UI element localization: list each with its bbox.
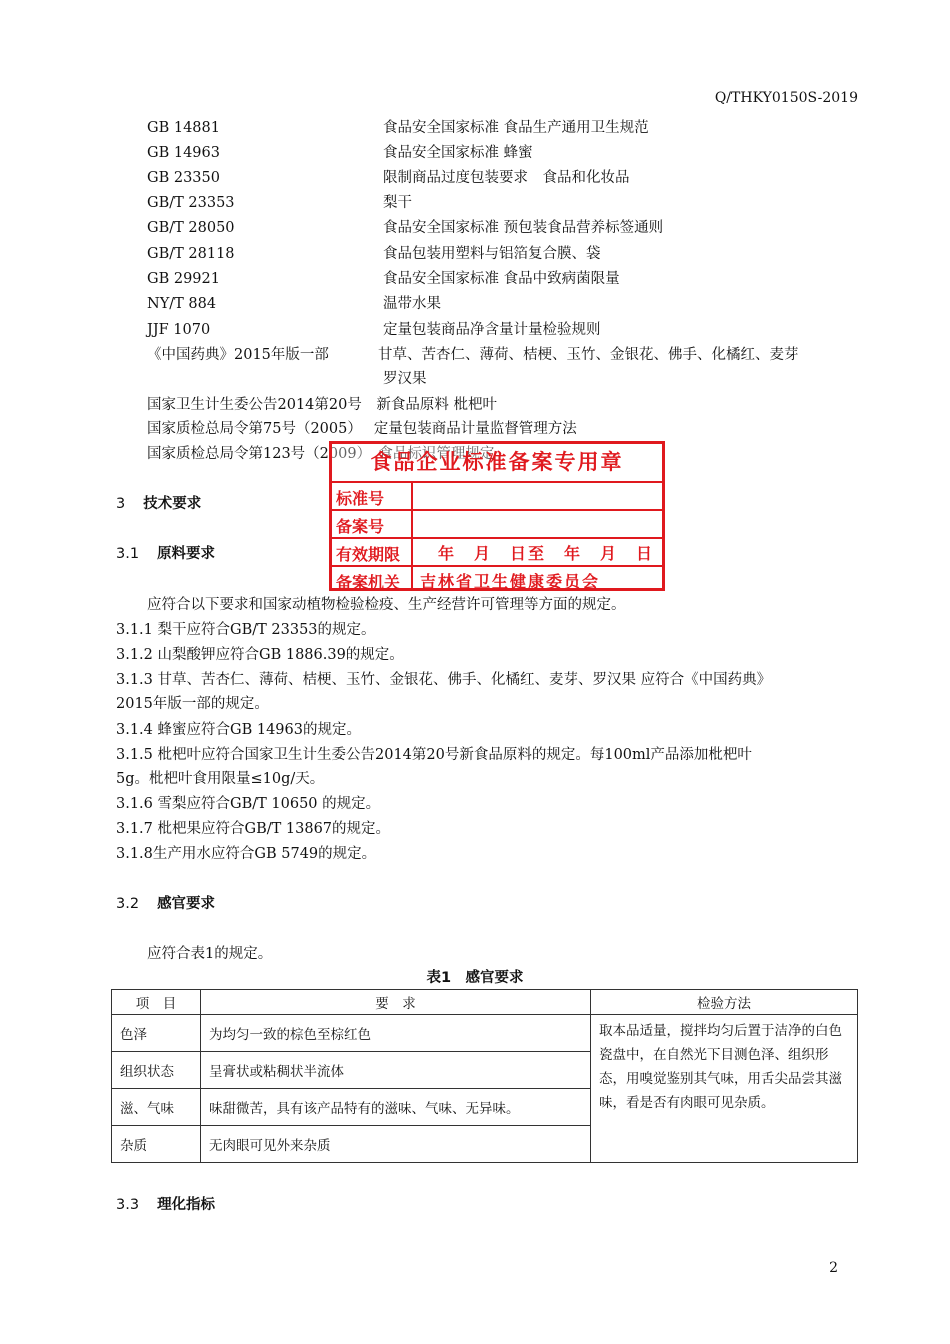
clause: 3.1.7 枇杷果应符合GB/T 13867的规定。: [116, 821, 391, 837]
item-cell: 杂质: [112, 1126, 201, 1163]
method-cell: 取本品适量，搅拌均匀后置于洁净的白色瓷盘中，在自然光下目测色泽、组织形态，用嗅觉鉴别其气味，用舌尖品尝其滋味，看是否有肉眼可见杂质。: [591, 1015, 858, 1163]
ref-name: 食品安全国家标准 食品生产通用卫生规范: [383, 120, 649, 136]
ref-name: 定量包装商品净含量计量检验规则: [383, 322, 601, 338]
section-title: 感官要求: [157, 896, 216, 912]
ref-name: 食品安全国家标准 预包装食品营养标签通则: [383, 220, 664, 236]
section-heading: [116, 546, 215, 563]
stamp-divider: [411, 483, 413, 509]
section-title: 技术要求: [143, 496, 202, 512]
ref-name: 食品安全国家标准 食品中致病菌限量: [383, 271, 620, 287]
section-heading: [116, 1197, 215, 1214]
requirement-cell: 味甜微苦，具有该产品特有的滋味、气味、无异味。: [201, 1089, 591, 1126]
stamp-divider: [411, 567, 413, 591]
stamp-row: [332, 481, 662, 509]
section-heading: [116, 496, 201, 513]
ref-name: 限制商品过度包装要求 食品和化妆品: [383, 170, 630, 186]
ref-code: GB 14963: [147, 145, 220, 161]
stamp-label: 备案机关: [336, 573, 401, 592]
section-number: 3.1: [116, 546, 140, 562]
ref-name: 食品包装用塑料与铝箔复合膜、袋: [383, 246, 601, 262]
ref-code: GB/T 23353: [147, 195, 235, 211]
requirement-cell: 无肉眼可见外来杂质: [201, 1126, 591, 1163]
document-code: Q/THKY0150S-2019: [714, 90, 858, 106]
stamp-label: 标准号: [336, 489, 385, 508]
ref-name-continued: 罗汉果: [383, 371, 427, 387]
ref-code: 《中国药典》2015年版一部: [147, 347, 329, 363]
section-title: 原料要求: [157, 546, 216, 562]
stamp-label: 备案号: [336, 517, 385, 536]
ref-extra: 国家卫生计生委公告2014第20号 新食品原料 枇杷叶: [147, 397, 497, 413]
clause: 3.1.2 山梨酸钾应符合GB 1886.39的规定。: [116, 647, 404, 663]
section-title: 理化指标: [157, 1197, 216, 1213]
clause: 3.1.4 蜂蜜应符合GB 14963的规定。: [116, 722, 361, 738]
clause: 3.1.8生产用水应符合GB 5749的规定。: [116, 846, 377, 862]
item-cell: 色泽: [112, 1015, 201, 1052]
paragraph: 应符合表1的规定。: [147, 946, 273, 962]
ref-code: GB 23350: [147, 170, 220, 186]
clause-continued: 5g。枇杷叶食用限量≤10g/天。: [116, 771, 325, 787]
table-caption: 表1 感官要求: [426, 970, 524, 986]
ref-extra: 国家质检总局令第123号（2009） 食品标识管理规定: [147, 446, 495, 462]
table-header-row: [112, 990, 858, 1015]
section-number: 3.3: [116, 1197, 140, 1213]
table-header-cell: 项 目: [112, 990, 201, 1015]
stamp-label: 有效期限: [336, 545, 401, 564]
ref-code: GB/T 28118: [147, 246, 235, 262]
clause: 3.1.1 梨干应符合GB/T 23353的规定。: [116, 622, 376, 638]
stamp-title: 食品企业标准备案专用章: [370, 450, 624, 474]
section-number: 3: [116, 496, 126, 512]
paragraph: 应符合以下要求和国家动植物检验检疫、生产经营许可管理等方面的规定。: [147, 597, 626, 613]
stamp-row: [332, 537, 662, 565]
requirement-cell: 为均匀一致的棕色至棕红色: [201, 1015, 591, 1052]
requirement-cell: 呈膏状或粘稠状半流体: [201, 1052, 591, 1089]
filing-stamp: [329, 441, 665, 591]
item-cell: 组织状态: [112, 1052, 201, 1089]
ref-code: JJF 1070: [147, 322, 211, 338]
stamp-value: 年 月 日至 年 月 日: [420, 544, 655, 563]
ref-code: GB 29921: [147, 271, 220, 287]
table-header-cell: 要 求: [201, 990, 591, 1015]
section-heading: [116, 896, 215, 913]
ref-code: GB 14881: [147, 120, 220, 136]
section-number: 3.2: [116, 896, 140, 912]
stamp-row: [332, 509, 662, 537]
ref-extra: 国家质检总局令第75号（2005） 定量包装商品计量监督管理方法: [147, 421, 577, 437]
ref-code: GB/T 28050: [147, 220, 235, 236]
stamp-divider: [411, 511, 413, 537]
ref-name: 梨干: [383, 195, 412, 211]
ref-name: 甘草、苦杏仁、薄荷、桔梗、玉竹、金银花、佛手、化橘红、麦芽: [378, 347, 799, 363]
table-header-cell: 检验方法: [591, 990, 858, 1015]
ref-name: 温带水果: [383, 296, 441, 312]
stamp-value: 吉林省卫生健康委员会: [420, 572, 601, 591]
stamp-divider: [411, 539, 413, 565]
page-number: 2: [829, 1260, 838, 1276]
clause: 3.1.3 甘草、苦杏仁、薄荷、桔梗、玉竹、金银花、佛手、化橘红、麦芽、罗汉果 应符合《中国药典》: [116, 672, 772, 688]
sensory-requirements-table: [111, 989, 858, 1163]
ref-name: 食品安全国家标准 蜂蜜: [383, 145, 533, 161]
table-row: [112, 1015, 858, 1052]
clause: 3.1.6 雪梨应符合GB/T 10650 的规定。: [116, 796, 381, 812]
clause: 3.1.5 枇杷叶应符合国家卫生计生委公告2014第20号新食品原料的规定。每100ml产品添加枇杷叶: [116, 747, 752, 763]
ref-code: NY/T 884: [147, 296, 217, 312]
item-cell: 滋、气味: [112, 1089, 201, 1126]
clause-continued: 2015年版一部的规定。: [116, 696, 269, 712]
stamp-row: [332, 565, 662, 591]
